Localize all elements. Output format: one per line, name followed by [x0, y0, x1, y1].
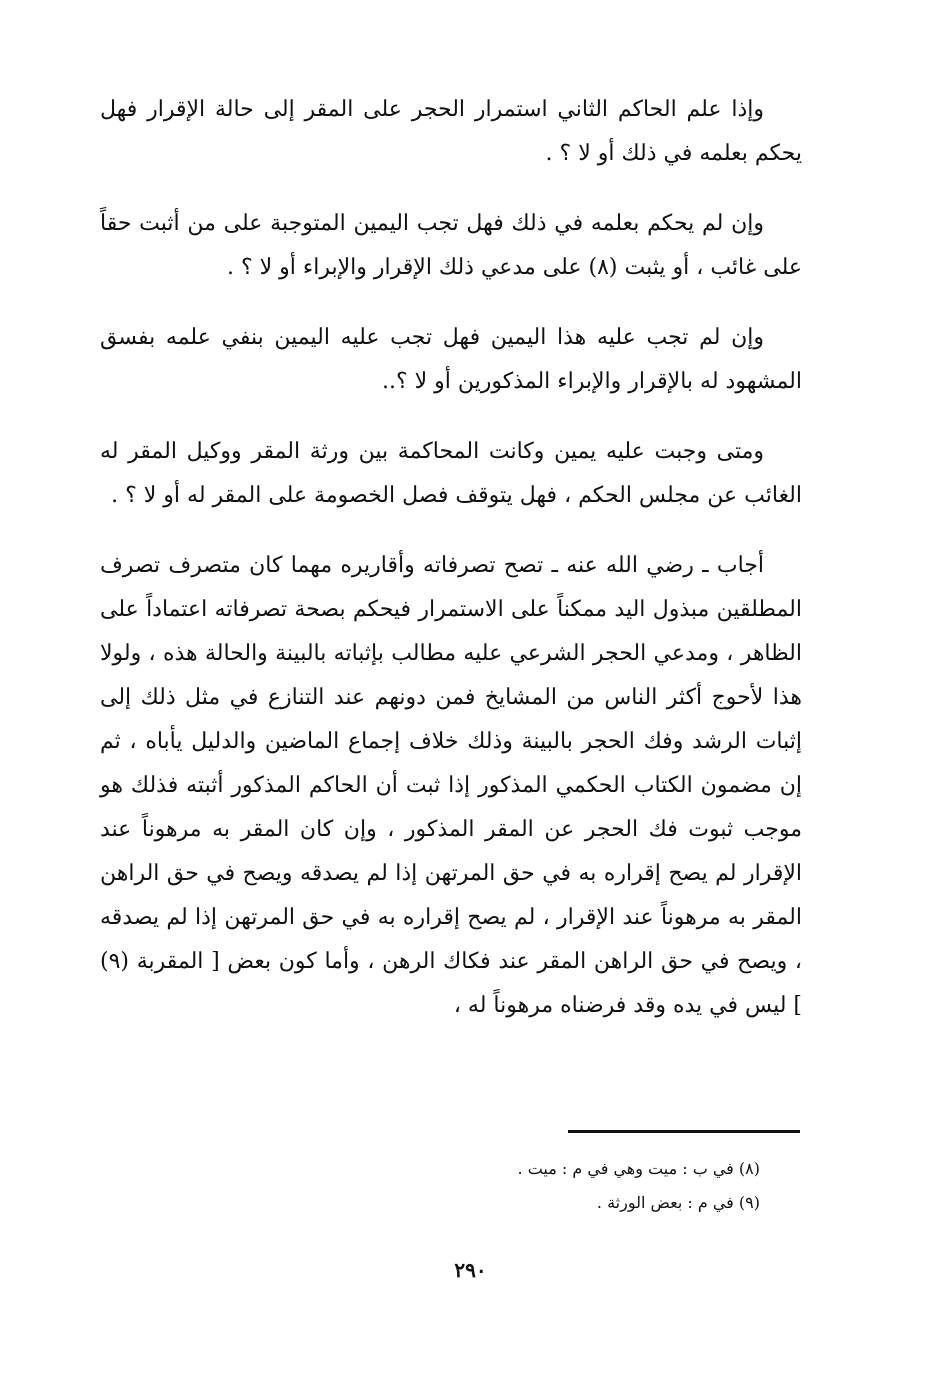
paragraph-question-2: وإن لم يحكم بعلمه في ذلك فهل تجب اليمين المتوجبة على من أثبت حقاً على غائب ، أو يثبت (٨) على مدعي ذلك الإقرار والإبراء أو لا ؟ . [100, 211, 802, 280]
footnotes [440, 1152, 760, 1220]
page-number: ٢٩٠ [454, 1258, 487, 1282]
paragraph-answer: أجاب ـ رضي الله عنه ـ تصح تصرفاته وأقاريره مهما كان متصرف تصرف المطلقين مبذول اليد ممكناً على الاستمرار فيحكم بصحة تصرفاته اعتماداً على الظاهر ، ومدعي الحجر الشرعي عليه مطالب بإثباته بالبينة والحالة هذه ، ولولا هذا لأحوج أكثر الناس من المشايخ فمن دونهم عند التنازع في مثل ذلك إلى إثبات الرشد وفك الحجر بالبينة وذلك خلاف إجماع الماضين والدليل يأباه ، ثم إن مضمون الكتاب الحكمي المذكور إذا ثبت أن الحاكم المذكور أثبته فذلك هو موجب ثبوت فك الحجر عن المقر المذكور ، وإن كان المقر به مرهوناً عند الإقرار لم يصح إقراره به في حق المرتهن إذا لم يصدقه ويصح في حق الراهن المقر به مرهوناً عند الإقرار ، لم يصح إقراره به في حق المرتهن إذا لم يصدقه ، ويصح في حق الراهن المقر عند فكاك الرهن ، وأما كون بعض [ المقربة (٩) ] ليس في يده وقد فرضناه مرهوناً له ، [100, 553, 802, 1018]
footnote-divider [568, 1130, 800, 1133]
paragraph-question-1: وإذا علم الحاكم الثاني استمرار الحجر على المقر إلى حالة الإقرار فهل يحكم بعلمه في ذلك أو لا ؟ . [100, 97, 802, 166]
paragraph-question-4: ومتى وجبت عليه يمين وكانت المحاكمة بين ورثة المقر ووكيل المقر له الغائب عن مجلس الحكم ، فهل يتوقف فصل الخصومة على المقر له أو لا ؟ . [100, 439, 802, 508]
footnote-8: (٨) في ب : ميت وهي في م : ميت . [517, 1159, 760, 1178]
footnote-9: (٩) في م : بعض الورثة . [596, 1193, 760, 1212]
paragraph-question-3: وإن لم تجب عليه هذا اليمين فهل تجب عليه اليمين بنفي علمه بفسق المشهود له بالإقرار والإبراء المذكورين أو لا ؟.. [100, 325, 802, 394]
main-text [100, 88, 802, 1054]
